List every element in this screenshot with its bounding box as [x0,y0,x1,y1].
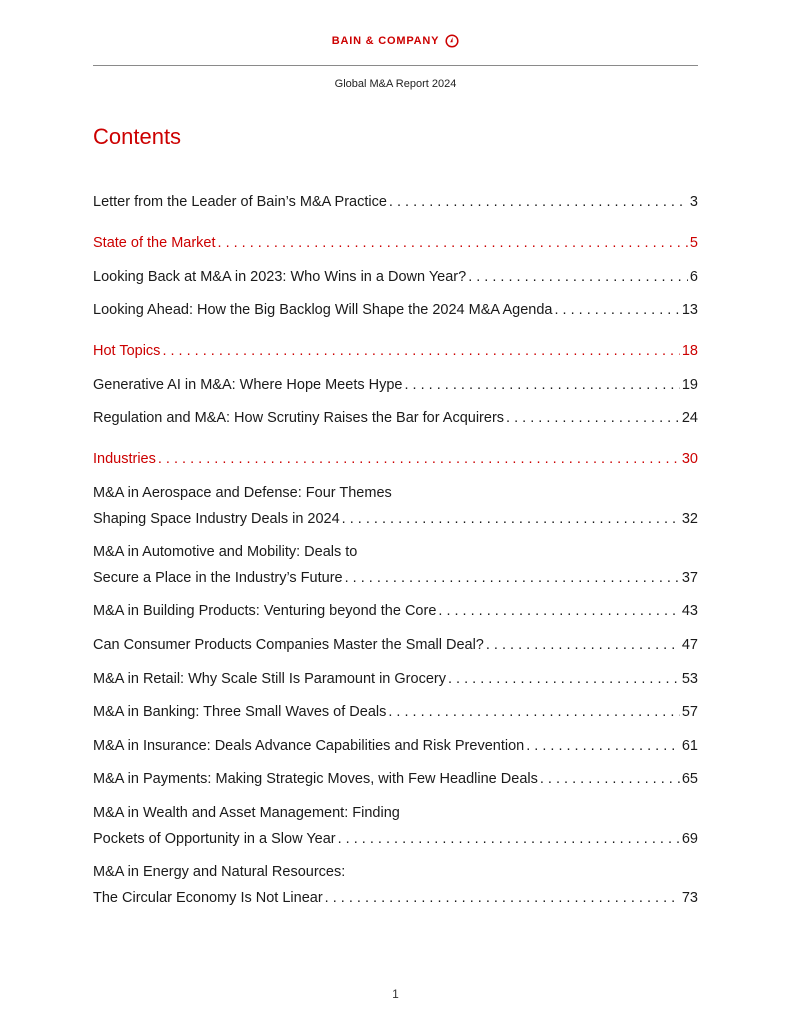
toc-entry[interactable] [93,699,698,725]
toc-page-number: 37 [681,570,698,586]
toc-section-entry[interactable] [93,446,698,472]
toc-entry[interactable] [93,189,698,215]
toc-entry-title-line1: M&A in Energy and Natural Resources: [93,864,346,880]
toc-page-number: 24 [681,410,698,426]
dot-leader [388,699,680,725]
contents-heading: Contents [93,124,182,149]
dot-leader [468,264,688,290]
toc-entry[interactable] [93,733,698,759]
toc-entry-title-line1: M&A in Aerospace and Defense: Four Themes [93,485,392,501]
toc-entry-title: Shaping Space Industry Deals in 2024 [93,511,340,527]
dot-leader [486,632,680,658]
toc-page-number: 61 [681,738,698,754]
brand-name: BAIN & COMPANY [331,35,440,47]
dot-leader [325,885,680,911]
dot-leader [506,405,680,431]
toc-entry-title: State of the Market [93,235,216,251]
toc-entry-title: Letter from the Leader of Bain’s M&A Practice [93,194,387,210]
toc-page-number: 69 [681,831,698,847]
dot-leader [389,189,688,215]
dot-leader [218,230,688,256]
toc-entry[interactable] [93,405,698,431]
toc-entry[interactable] [93,539,698,591]
toc-section-entry[interactable] [93,230,698,256]
toc-entry-title-line1: M&A in Wealth and Asset Management: Finding [93,805,400,821]
toc-page-number: 19 [681,377,698,393]
toc-entry[interactable] [93,372,698,398]
report-title: Global M&A Report 2024 [334,78,457,90]
toc-page-number: 30 [681,451,698,467]
toc-entry-title: The Circular Economy Is Not Linear [93,890,323,906]
dot-leader [158,446,680,472]
toc-entry[interactable] [93,632,698,658]
toc-entry-title: M&A in Retail: Why Scale Still Is Paramount in Grocery [93,671,446,687]
toc-section-entry[interactable] [93,338,698,364]
dot-leader [540,766,680,792]
toc-entry-title: Looking Back at M&A in 2023: Who Wins in a Down Year? [93,269,467,285]
toc-entry-title: Looking Ahead: How the Big Backlog Will Shape the 2024 M&A Agenda [93,302,553,318]
dot-leader [448,666,680,692]
dot-leader [345,565,680,591]
toc-entry-title-line1: M&A in Automotive and Mobility: Deals to [93,544,358,560]
toc-page-number: 53 [681,671,698,687]
page-number: 1 [392,987,399,1001]
toc-entry-title: M&A in Payments: Making Strategic Moves, with Few Headline Deals [93,771,538,787]
dot-leader [338,826,680,852]
toc-entry-title: Can Consumer Products Companies Master the Small Deal? [93,637,484,653]
toc-page-number: 13 [681,302,698,318]
dot-leader [404,372,679,398]
header-divider [93,65,698,66]
toc-entry-title: Regulation and M&A: How Scrutiny Raises the Bar for Acquirers [93,410,505,426]
toc-entry-title: Industries [93,451,156,467]
toc-entry-title: M&A in Insurance: Deals Advance Capabilities and Risk Prevention [93,738,525,754]
toc-page-number: 57 [681,704,698,720]
toc-entry[interactable] [93,297,698,323]
toc-page-number: 73 [681,890,698,906]
toc-page-number: 18 [681,343,698,359]
dot-leader [554,297,679,323]
dot-leader [162,338,679,364]
toc-entry[interactable] [93,766,698,792]
dot-leader [438,598,679,624]
brand-header [0,34,791,48]
toc-page-number: 5 [689,235,698,251]
toc-entry-title: Pockets of Opportunity in a Slow Year [93,831,336,847]
toc-page-number: 6 [689,269,698,285]
toc-entry[interactable] [93,666,698,692]
toc-entry[interactable] [93,800,698,852]
dot-leader [342,506,680,532]
toc-page-number: 43 [681,603,698,619]
toc-entry[interactable] [93,859,698,911]
dot-leader [526,733,680,759]
toc-entry[interactable] [93,480,698,532]
toc-page-number: 47 [681,637,698,653]
toc-entry-title: Generative AI in M&A: Where Hope Meets Hype [93,377,403,393]
toc-page-number: 3 [689,194,698,210]
toc-entry-title: M&A in Banking: Three Small Waves of Deals [93,704,387,720]
toc-entry-title: Hot Topics [93,343,161,359]
toc-entry[interactable] [93,264,698,290]
toc-page-number: 65 [681,771,698,787]
toc-entry[interactable] [93,598,698,624]
toc-entry-title: M&A in Building Products: Venturing beyond the Core [93,603,437,619]
toc-entry-title: Secure a Place in the Industry’s Future [93,570,343,586]
bain-circle-arrow-icon [445,34,459,48]
toc-page-number: 32 [681,511,698,527]
